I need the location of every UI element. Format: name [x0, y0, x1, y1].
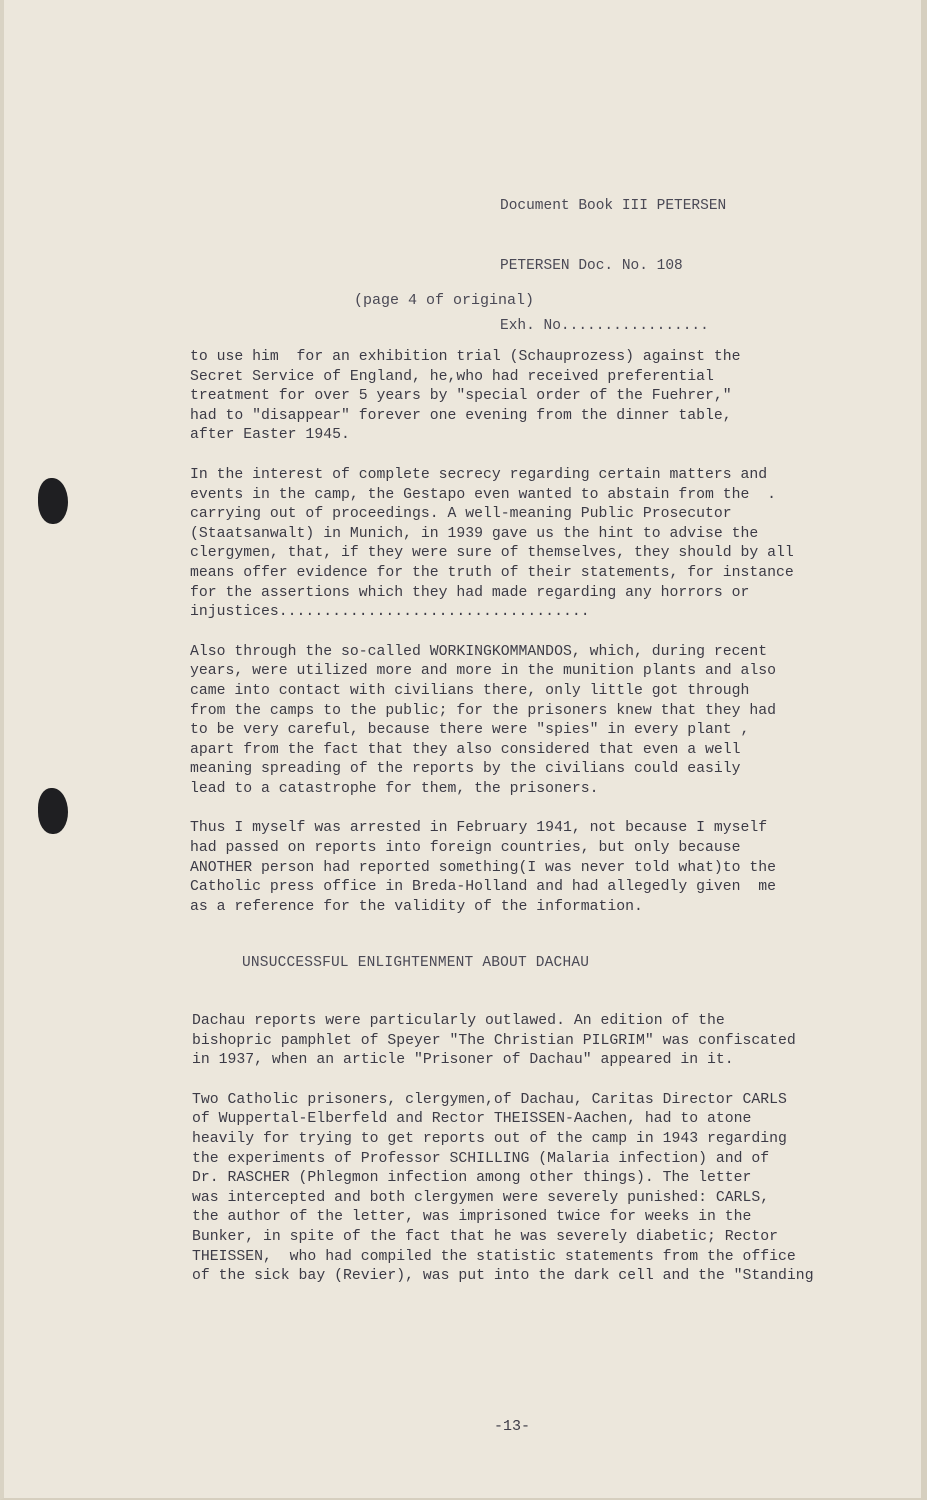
text-line: heavily for trying to get reports out of the camp in 1943 regarding [192, 1130, 787, 1147]
text-line: of Wuppertal-Elberfeld and Rector THEISSEN-Aachen, had to atone [192, 1111, 752, 1128]
text-line: to use him for an exhibition trial (Schauprozess) against the [190, 349, 741, 365]
text-line: had to "disappear" forever one evening from the dinner table, [190, 407, 732, 424]
original-page-note: (page 4 of original) [354, 292, 535, 309]
text-line: apart from the fact that they also considered that even a well [190, 741, 741, 758]
text-line: ANOTHER person had reported something(I was never told what)to the [190, 859, 777, 876]
text-line: injustices................................... [190, 604, 590, 621]
section-heading: UNSUCCESSFUL ENLIGHTENMENT ABOUT DACHAU [242, 955, 590, 971]
header-line-doc-no: PETERSEN Doc. No. 108 [500, 258, 683, 274]
text-line: from the camps to the public; for the prisoners knew that they had [190, 702, 777, 719]
paragraph-exhibition-trial [190, 348, 870, 446]
text-line: In the interest of complete secrecy regarding certain matters and [190, 466, 768, 483]
text-line: after Easter 1945. [190, 427, 350, 444]
text-line: the experiments of Professor SCHILLING (Malaria infection) and of [192, 1150, 770, 1167]
text-line: Secret Service of England, he,who had received preferential [190, 368, 714, 385]
header-line-book: Document Book III PETERSEN [500, 198, 727, 214]
punch-hole-top [38, 478, 68, 524]
text-line: treatment for over 5 years by "special order of the Fuehrer," [190, 388, 732, 405]
text-line: (Staatsanwalt) in Munich, in 1939 gave us the hint to advise the [190, 525, 759, 542]
text-line: came into contact with civilians there, only little got through [190, 682, 750, 699]
text-line: Catholic press office in Breda-Holland and had allegedly given me [190, 879, 777, 896]
body-text-upper [190, 348, 870, 937]
punch-hole-bottom [38, 788, 68, 834]
text-line: lead to a catastrophe for them, the prisoners. [190, 780, 599, 797]
text-line: years, were utilized more and more in the munition plants and also [190, 663, 777, 680]
paragraph-arrest [190, 819, 870, 917]
paragraph-dachau-reports [192, 1012, 872, 1071]
text-line: was intercepted and both clergymen were severely punished: CARLS, [192, 1189, 770, 1206]
document-header [500, 156, 726, 376]
text-line: meaning spreading of the reports by the civilians could easily [190, 761, 741, 778]
text-line: bishopric pamphlet of Speyer "The Christian PILGRIM" was confiscated [192, 1032, 796, 1049]
text-line: the author of the letter, was imprisoned twice for weeks in the [192, 1209, 752, 1226]
text-line: THEISSEN, who had compiled the statistic statements from the office [192, 1248, 796, 1265]
text-line: Dr. RASCHER (Phlegmon infection among other things). The letter [192, 1170, 752, 1187]
paragraph-secrecy [190, 466, 870, 623]
text-line: Also through the so-called WORKINGKOMMANDOS, which, during recent [190, 643, 768, 660]
text-line: carrying out of proceedings. A well-meaning Public Prosecutor [190, 506, 732, 523]
paragraph-workingkommandos [190, 643, 870, 800]
body-text-lower [192, 1012, 872, 1307]
text-line: in 1937, when an article "Prisoner of Dachau" appeared in it. [192, 1052, 734, 1069]
header-line-exh-no: Exh. No................. [500, 318, 709, 334]
paragraph-catholic-prisoners [192, 1091, 872, 1287]
text-line: to be very careful, because there were "spies" in every plant , [190, 722, 750, 739]
text-line: had passed on reports into foreign countries, but only because [190, 840, 741, 857]
text-line: as a reference for the validity of the information. [190, 898, 643, 915]
text-line: events in the camp, the Gestapo even wanted to abstain from the . [190, 486, 777, 503]
text-line: Bunker, in spite of the fact that he was severely diabetic; Rector [192, 1228, 779, 1245]
text-line: means offer evidence for the truth of their statements, for instance [190, 564, 794, 581]
page-number: -13- [494, 1418, 531, 1435]
text-line: Dachau reports were particularly outlawed. An edition of the [192, 1013, 725, 1029]
text-line: of the sick bay (Revier), was put into the dark cell and the "Standing [192, 1268, 814, 1285]
text-line: Thus I myself was arrested in February 1941, not because I myself [190, 820, 768, 837]
text-line: Two Catholic prisoners, clergymen,of Dachau, Caritas Director CARLS [192, 1091, 787, 1108]
text-line: clergymen, that, if they were sure of themselves, they should by all [190, 545, 794, 562]
text-line: for the assertions which they had made regarding any horrors or [190, 584, 750, 601]
